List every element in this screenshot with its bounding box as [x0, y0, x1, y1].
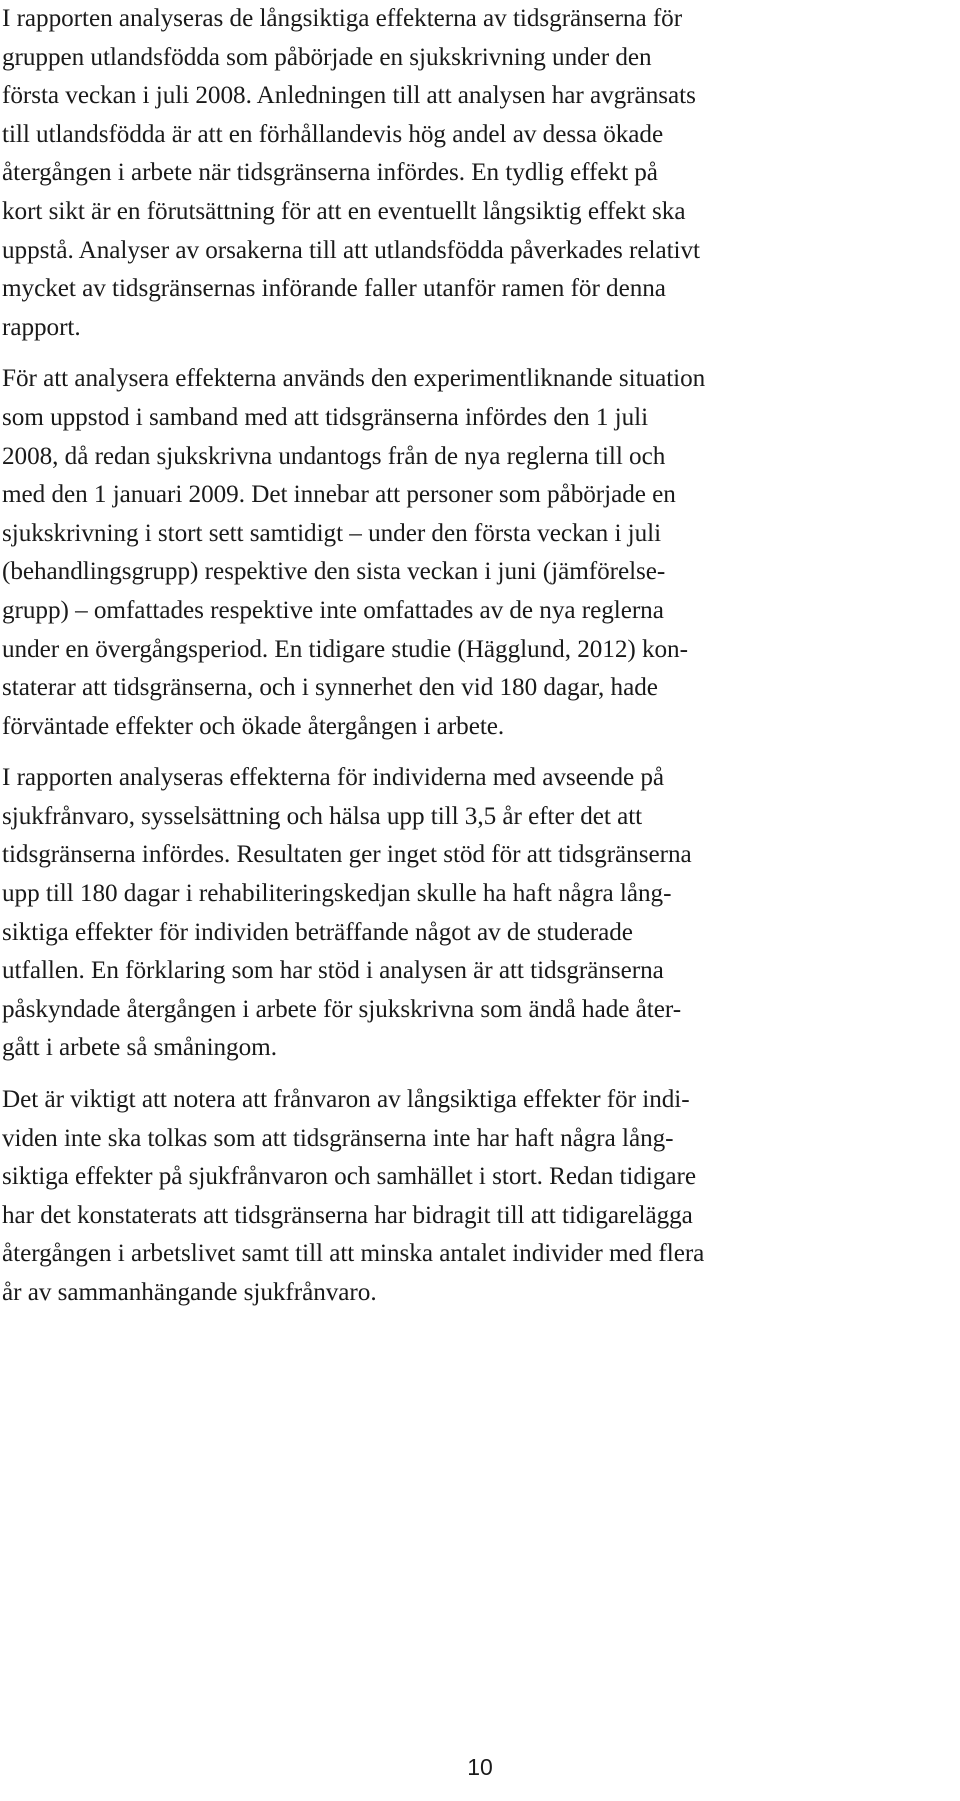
paragraph-4: Det är viktigt att notera att frånvaron av långsiktiga effekter för indi- viden inte ska tolkas som att tidsgränserna inte har haft några lång- siktiga effekter på sjukfrånvaron och samhället i stort. Redan tidigare har det konstaterats att tidsgränserna har bidragit till att tidigarelägga återgången i arbetslivet samt till att minska antalet individer med flera år av sammanhängande sjukfrånvaro.	[2, 1086, 705, 1306]
paragraph-1: I rapporten analyseras de långsiktiga effekterna av tidsgränserna för gruppen utlandsfödda som påbörjade en sjukskrivning under den första veckan i juli 2008. Anledningen till att analysen har avgränsats till utlandsfödda är att en förhållandevis hög andel av dessa ökade återgången i arbete när tidsgränserna infördes. En tydlig effekt på kort sikt är en förutsättning för att en eventuellt långsiktig effekt ska uppstå. Analyser av orsakerna till att utlandsfödda påverkades relativt mycket av tidsgränsernas införande faller utanför ramen för denna rapport.	[2, 5, 700, 341]
paragraph-3: I rapporten analyseras effekterna för individerna med avseende på sjukfrånvaro, sysselsättning och hälsa upp till 3,5 år efter det att tidsgränserna infördes. Resultaten ger inget stöd för att tidsgränserna upp till 180 dagar i rehabiliteringskedjan skulle ha haft några lång- siktiga effekter för individen beträffande något av de studerade utfallen. En förklaring som har stöd i analysen är att tidsgränserna påskyndade återgången i arbete för sjukskrivna som ändå hade åter- gått i arbete så småningom.	[2, 764, 692, 1062]
paragraph-2: För att analysera effekterna används den experimentliknande situation som uppstod i samband med att tidsgränserna infördes den 1 juli 2008, då redan sjukskrivna undantogs från de nya reglerna till och med den 1 januari 2009. Det innebar att personer som påbörjade en sjukskrivning i stort sett samtidigt – under den första veckan i juli (behandlingsgrupp) respektive den sista veckan i juni (jämförelse- grupp) – omfattades respektive inte omfattades av de nya reglerna under en övergångsperiod. En tidigare studie (Hägglund, 2012) kon- staterar att tidsgränserna, och i synnerhet den vid 180 dagar, hade förväntade effekter och ökade återgången i arbete.	[2, 365, 706, 740]
page-number: 10	[467, 1754, 493, 1780]
body-text	[2, 0, 957, 1326]
